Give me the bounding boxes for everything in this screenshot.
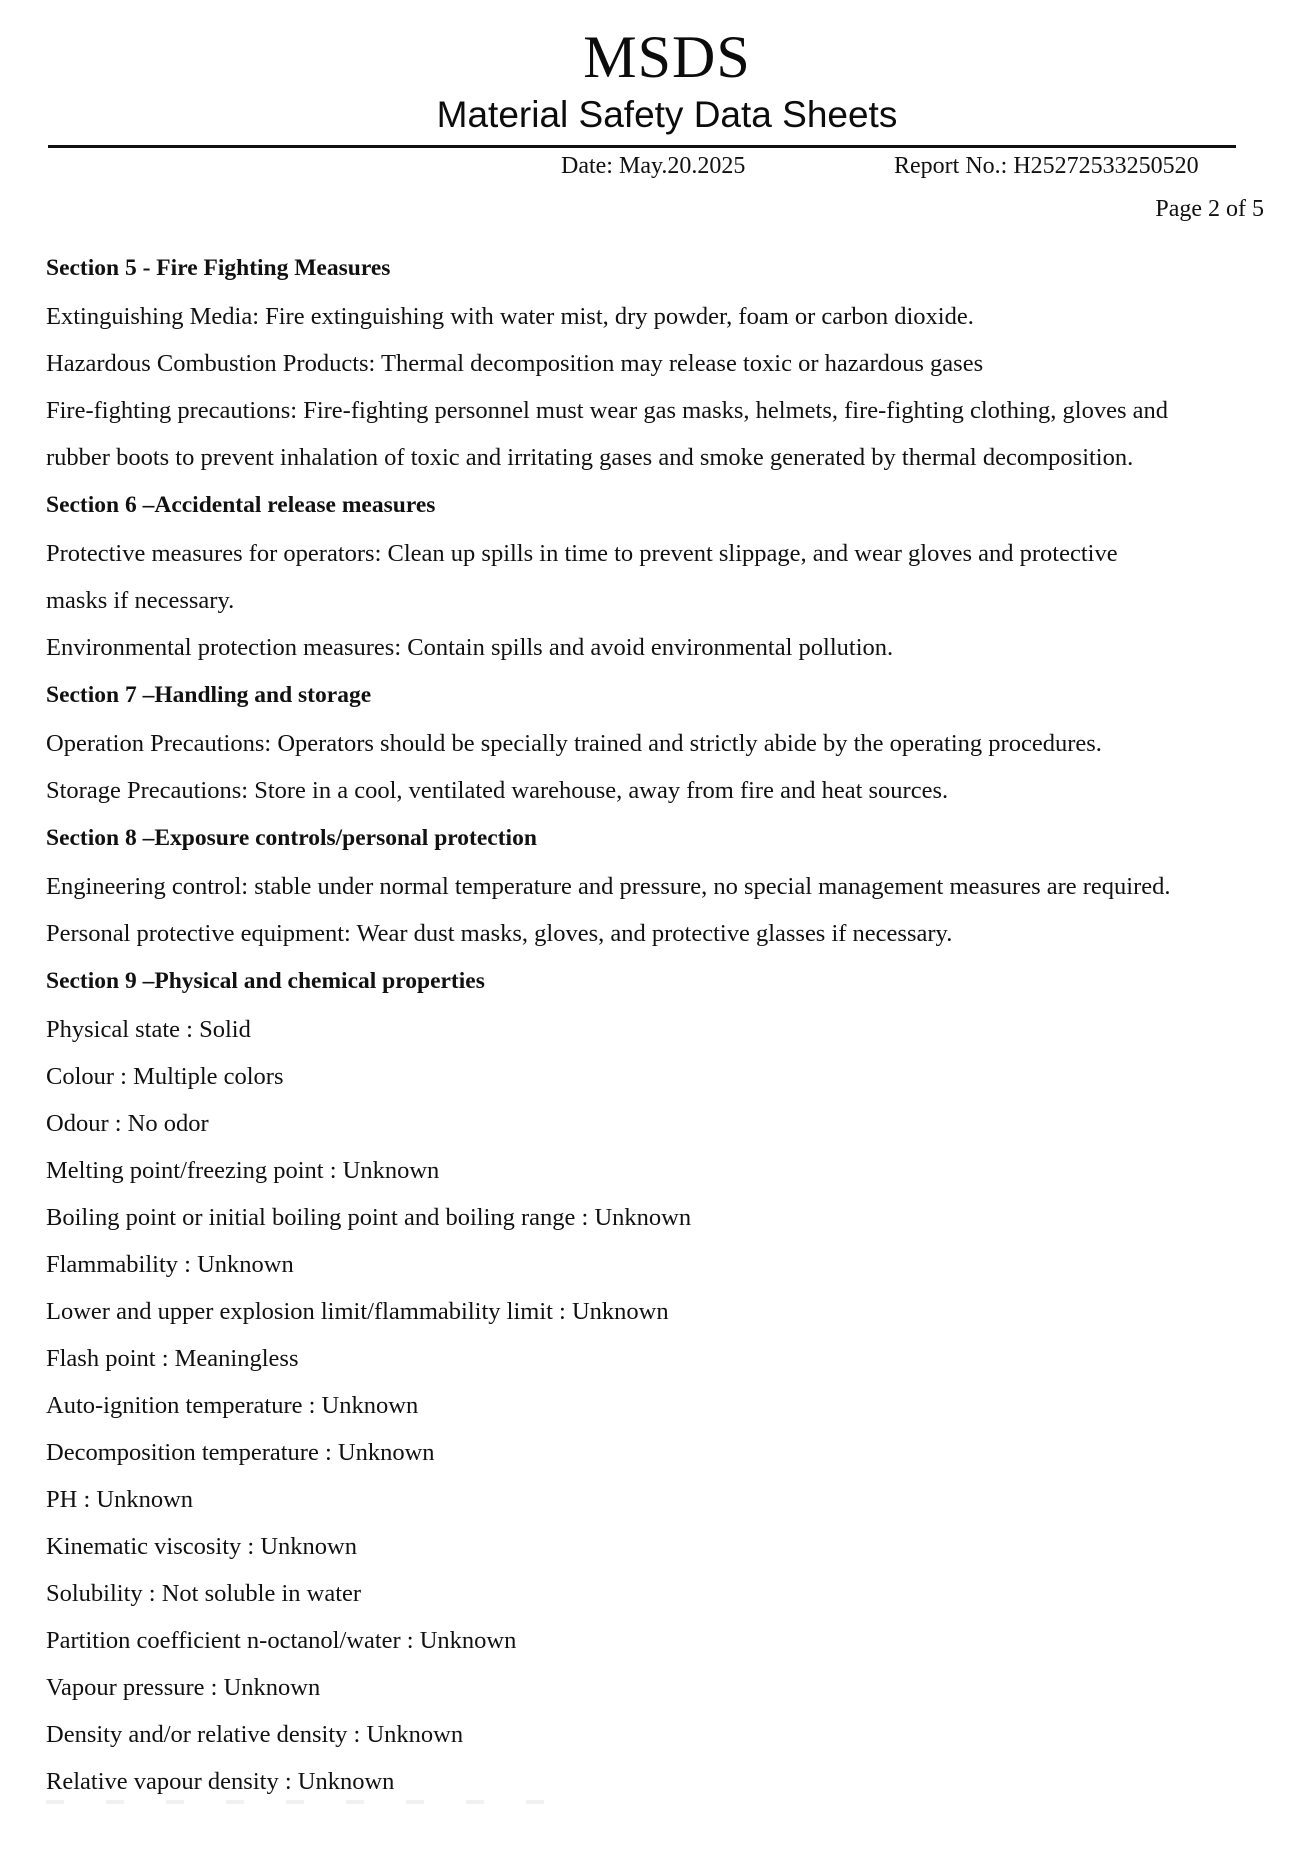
property-line: Density and/or relative density : Unknown xyxy=(46,1721,464,1748)
property-line: PH : Unknown xyxy=(46,1486,194,1513)
page-number: Page 2 of 5 xyxy=(1155,196,1264,222)
property-line: Boiling point or initial boiling point and boiling range : Unknown xyxy=(46,1204,692,1231)
report-date: Date: May.20.2025 xyxy=(561,153,746,179)
property-line: Kinematic viscosity : Unknown xyxy=(46,1533,357,1560)
property-line: Auto-ignition temperature : Unknown xyxy=(46,1392,419,1419)
section-line: Protective measures for operators: Clean up spills in time to prevent slippage, and wear gloves and protective xyxy=(46,540,1118,567)
section-line: rubber boots to prevent inhalation of toxic and irritating gases and smoke generated by thermal decomposition. xyxy=(46,444,1134,471)
property-line: Colour : Multiple colors xyxy=(46,1063,284,1090)
document-title: MSDS xyxy=(583,24,751,90)
section-heading: Section 6 –Accidental release measures xyxy=(46,492,436,518)
document-body xyxy=(46,244,1296,1805)
section-line: Fire-fighting precautions: Fire-fighting personnel must wear gas masks, helmets, fire-fighting clothing, gloves and xyxy=(46,397,1168,424)
section-line: Extinguishing Media: Fire extinguishing with water mist, dry powder, foam or carbon dioxide. xyxy=(46,303,974,330)
section-line: Hazardous Combustion Products: Thermal decomposition may release toxic or hazardous gases xyxy=(46,350,984,377)
section-heading: Section 9 –Physical and chemical properties xyxy=(46,968,485,994)
property-line: Flash point : Meaningless xyxy=(46,1345,299,1372)
section-line: Operation Precautions: Operators should be specially trained and strictly abide by the operating procedures. xyxy=(46,730,1102,757)
property-line: Solubility : Not soluble in water xyxy=(46,1580,362,1607)
property-line: Relative vapour density : Unknown xyxy=(46,1768,395,1795)
section-line: Engineering control: stable under normal temperature and pressure, no special management measures are required. xyxy=(46,873,1171,900)
property-line: Decomposition temperature : Unknown xyxy=(46,1439,435,1466)
section-9 xyxy=(46,957,1296,1805)
document-subtitle: Material Safety Data Sheets xyxy=(436,94,898,135)
property-line: Partition coefficient n-octanol/water : Unknown xyxy=(46,1627,517,1654)
section-7 xyxy=(46,671,1296,814)
section-line: masks if necessary. xyxy=(46,587,235,614)
section-6 xyxy=(46,481,1296,671)
section-heading: Section 8 –Exposure controls/personal protection xyxy=(46,825,537,851)
faint-footer-artifact xyxy=(46,1800,566,1804)
section-8 xyxy=(46,814,1296,957)
property-line: Odour : No odor xyxy=(46,1110,209,1137)
section-line: Storage Precautions: Store in a cool, ventilated warehouse, away from fire and heat sources. xyxy=(46,777,949,804)
section-line: Personal protective equipment: Wear dust masks, gloves, and protective glasses if necessary. xyxy=(46,920,953,947)
section-5 xyxy=(46,244,1296,481)
section-heading: Section 5 - Fire Fighting Measures xyxy=(46,255,391,281)
property-line: Flammability : Unknown xyxy=(46,1251,294,1278)
header-divider xyxy=(48,145,1236,148)
section-heading: Section 7 –Handling and storage xyxy=(46,682,372,708)
report-number: Report No.: H25272533250520 xyxy=(894,153,1199,179)
section-line: Environmental protection measures: Contain spills and avoid environmental pollution. xyxy=(46,634,894,661)
property-line: Physical state : Solid xyxy=(46,1016,251,1043)
property-line: Vapour pressure : Unknown xyxy=(46,1674,321,1701)
property-line: Melting point/freezing point : Unknown xyxy=(46,1157,440,1184)
property-line: Lower and upper explosion limit/flammability limit : Unknown xyxy=(46,1298,669,1325)
